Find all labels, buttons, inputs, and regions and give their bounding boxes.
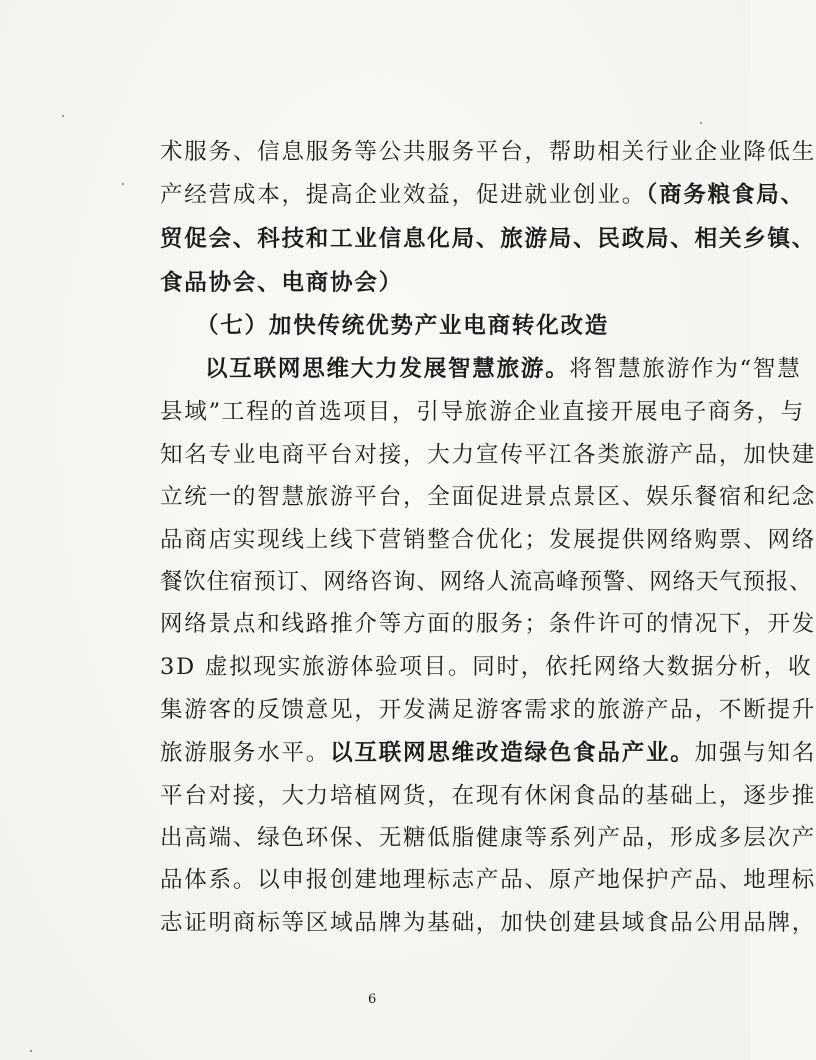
text-segment: 出高端、绿色环保、无糖低脂健康等系列产品，形成多层次产 — [160, 825, 816, 851]
text-line — [160, 652, 812, 682]
text-line — [160, 567, 812, 597]
text-segment: 将智慧旅游作为“智慧 — [569, 356, 802, 382]
text-line — [160, 397, 805, 427]
text-line — [160, 268, 403, 298]
text-segment: 餐饮住宿预订、网络咨询、网络人流高峰预警、网络天气预报、 — [160, 569, 813, 595]
text-segment: 立统一的智慧旅游平台，全面促进景点景区、娱乐餐宿和纪念 — [160, 484, 816, 510]
text-segment-bold: 贸促会、科技和工业信息化局、旅游局、民政局、相关乡镇、 — [160, 226, 816, 252]
text-line — [160, 440, 816, 470]
text-segment: 术服务、信息服务等公共服务平台，帮助相关行业企业降低生 — [160, 139, 816, 165]
text-line — [160, 908, 816, 938]
scan-speck — [700, 122, 702, 124]
text-line — [160, 224, 816, 254]
text-segment: 县域”工程的首选项目，引导旅游企业直接开展电子商务，与 — [160, 399, 806, 425]
scan-speck — [62, 115, 64, 117]
text-line — [160, 137, 816, 167]
text-line — [160, 865, 816, 895]
text-segment: 品体系。以申报创建地理标志产品、原产地保护产品、地理标 — [160, 867, 816, 893]
text-segment-bold: 以互联网思维改造绿色食品产业。 — [330, 740, 695, 766]
text-line — [160, 738, 816, 768]
text-line — [160, 781, 816, 811]
section-heading-text: （七）加快传统优势产业电商转化改造 — [196, 313, 610, 339]
text-segment: 志证明商标等区域品牌为基础，加快创建县域食品公用品牌， — [160, 910, 816, 936]
text-segment: 产经营成本，提高企业效益，促进就业创业。 — [160, 182, 647, 208]
text-segment: 加强与知名 — [694, 740, 816, 766]
text-line — [160, 695, 816, 725]
text-line — [205, 354, 802, 384]
text-segment: 网络景点和线路推介等方面的服务；条件许可的情况下，开发 — [160, 611, 816, 637]
page-number: 6 — [368, 992, 377, 1007]
text-segment-bold: 食品协会、电商协会） — [160, 270, 404, 296]
scan-speck — [122, 183, 124, 185]
scan-speck — [30, 1050, 32, 1052]
text-segment: 平台对接，大力培植网货，在现有休闲食品的基础上，逐步推 — [160, 783, 816, 809]
text-line — [160, 609, 816, 639]
text-segment: 品商店实现线上线下营销整合优化；发展提供网络购票、网络 — [160, 527, 816, 553]
text-segment-bold: 以互联网思维大力发展智慧旅游。 — [205, 356, 570, 382]
text-segment: 3D 虚拟现实旅游体验项目。同时，依托网络大数据分析，收 — [160, 654, 813, 680]
section-heading — [196, 311, 609, 341]
text-line — [160, 482, 816, 512]
text-line — [160, 180, 805, 210]
text-line — [160, 823, 816, 853]
text-segment: 旅游服务水平。 — [160, 740, 331, 766]
text-segment: 集游客的反馈意见，开发满足游客需求的旅游产品，不断提升 — [160, 697, 816, 723]
text-segment-bold: （商务粮食局、 — [646, 182, 805, 208]
text-line — [160, 525, 816, 555]
text-segment: 知名专业电商平台对接，大力宣传平江各类旅游产品，加快建 — [160, 442, 816, 468]
